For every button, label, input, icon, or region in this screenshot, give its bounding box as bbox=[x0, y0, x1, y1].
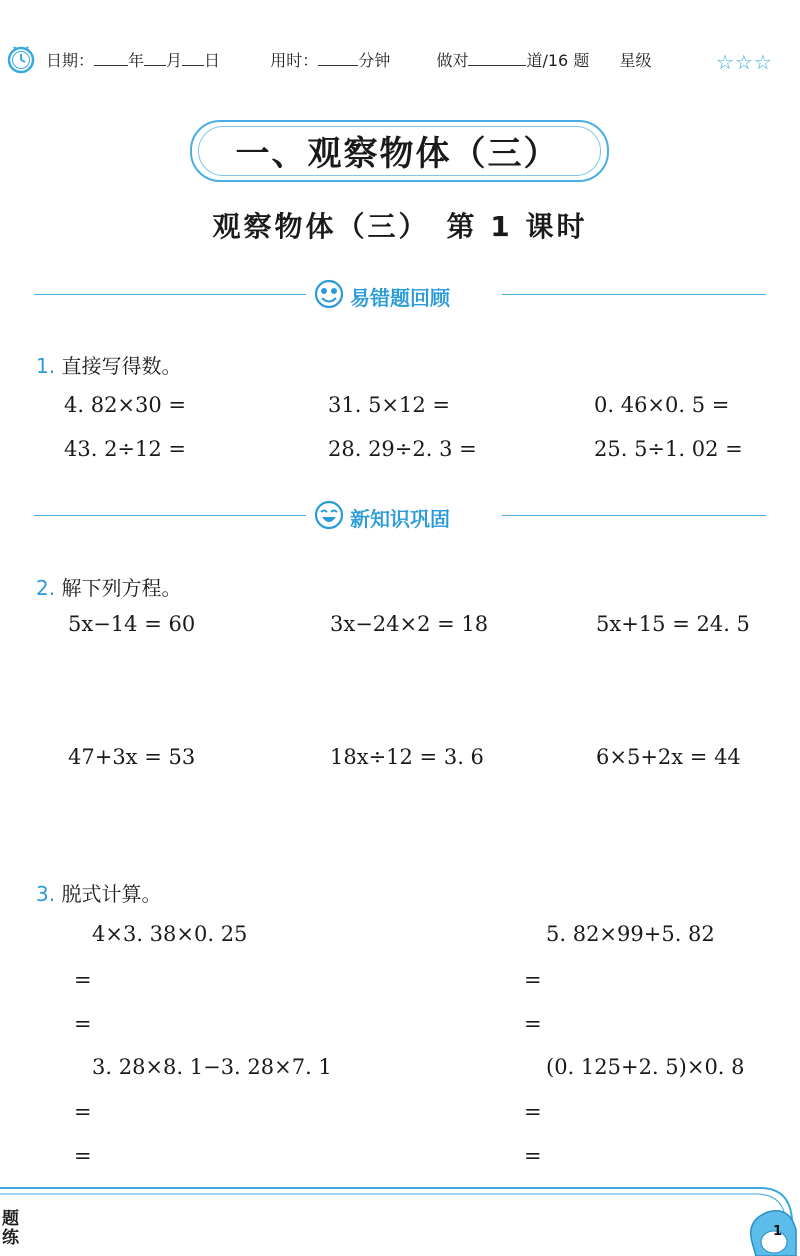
divider-right bbox=[502, 515, 766, 516]
calc-expression: 3. 28×8. 1−3. 28×7. 1 bbox=[92, 1055, 332, 1079]
q1-heading bbox=[36, 350, 181, 379]
q1-item: 4. 82×30 = bbox=[64, 393, 187, 417]
year-blank[interactable] bbox=[94, 51, 128, 66]
equation: 18x÷12 = 3. 6 bbox=[330, 745, 484, 769]
q1-item: 43. 2÷12 = bbox=[64, 437, 187, 461]
equals-sign: = bbox=[524, 1012, 542, 1036]
q1-text: 直接写得数。 bbox=[61, 354, 182, 378]
year-label: 年 bbox=[128, 51, 145, 70]
equals-sign: = bbox=[524, 1100, 542, 1124]
total-label: 道/16 题 bbox=[526, 51, 590, 70]
minutes-label: 分钟 bbox=[358, 51, 391, 70]
equals-sign: = bbox=[74, 1012, 92, 1036]
header-info bbox=[46, 48, 652, 71]
day-blank[interactable] bbox=[182, 51, 204, 66]
page-title: 一、观察物体（三） bbox=[235, 134, 560, 174]
month-blank[interactable] bbox=[144, 51, 166, 66]
equation: 6×5+2x = 44 bbox=[596, 745, 741, 769]
divider-right bbox=[502, 294, 766, 295]
smiley-face-icon bbox=[314, 279, 344, 309]
day-label: 日 bbox=[204, 51, 221, 70]
rating-label: 星级 bbox=[619, 51, 652, 70]
clock-icon bbox=[6, 44, 36, 74]
divider-left bbox=[34, 294, 306, 295]
section-new-label: 新知识巩固 bbox=[350, 507, 450, 531]
equation: 5x−14 = 60 bbox=[68, 612, 196, 636]
q1-item: 0. 46×0. 5 = bbox=[594, 393, 730, 417]
equals-sign: = bbox=[524, 968, 542, 992]
q3-text: 脱式计算。 bbox=[61, 882, 162, 906]
page-border-decoration bbox=[0, 1150, 800, 1256]
time-label: 用时： bbox=[270, 51, 319, 70]
equals-sign: = bbox=[74, 968, 92, 992]
correct-blank[interactable] bbox=[468, 51, 526, 66]
time-blank[interactable] bbox=[318, 51, 358, 66]
equals-sign: = bbox=[74, 1144, 92, 1168]
month-label: 月 bbox=[166, 51, 183, 70]
date-label: 日期： bbox=[46, 51, 95, 70]
equation: 5x+15 = 24. 5 bbox=[596, 612, 750, 636]
divider-left bbox=[34, 515, 306, 516]
equals-sign: = bbox=[524, 1144, 542, 1168]
star-rating[interactable]: ☆☆☆ bbox=[716, 50, 773, 74]
correct-label: 做对 bbox=[436, 51, 469, 70]
calc-expression: 5. 82×99+5. 82 bbox=[546, 922, 715, 946]
equation: 47+3x = 53 bbox=[68, 745, 196, 769]
equation: 3x−24×2 = 18 bbox=[330, 612, 489, 636]
q1-number: 1. bbox=[36, 354, 56, 378]
section-review-label: 易错题回顾 bbox=[350, 286, 450, 310]
lesson-subtitle: 观察物体（三） 第 1 课时 bbox=[212, 210, 588, 243]
q2-number: 2. bbox=[36, 576, 56, 600]
q3-number: 3. bbox=[36, 882, 56, 906]
q3-heading bbox=[36, 878, 161, 907]
laughing-face-icon bbox=[314, 500, 344, 530]
equals-sign: = bbox=[74, 1100, 92, 1124]
q2-text: 解下列方程。 bbox=[61, 576, 182, 600]
calc-expression: 4×3. 38×0. 25 bbox=[92, 922, 248, 946]
q2-heading bbox=[36, 572, 181, 601]
q1-item: 28. 29÷2. 3 = bbox=[328, 437, 477, 461]
q1-item: 31. 5×12 = bbox=[328, 393, 451, 417]
page-number: 1 bbox=[773, 1224, 783, 1239]
calc-expression: (0. 125+2. 5)×0. 8 bbox=[546, 1055, 745, 1079]
q1-item: 25. 5÷1. 02 = bbox=[594, 437, 743, 461]
side-label: 题练 bbox=[2, 1209, 19, 1248]
